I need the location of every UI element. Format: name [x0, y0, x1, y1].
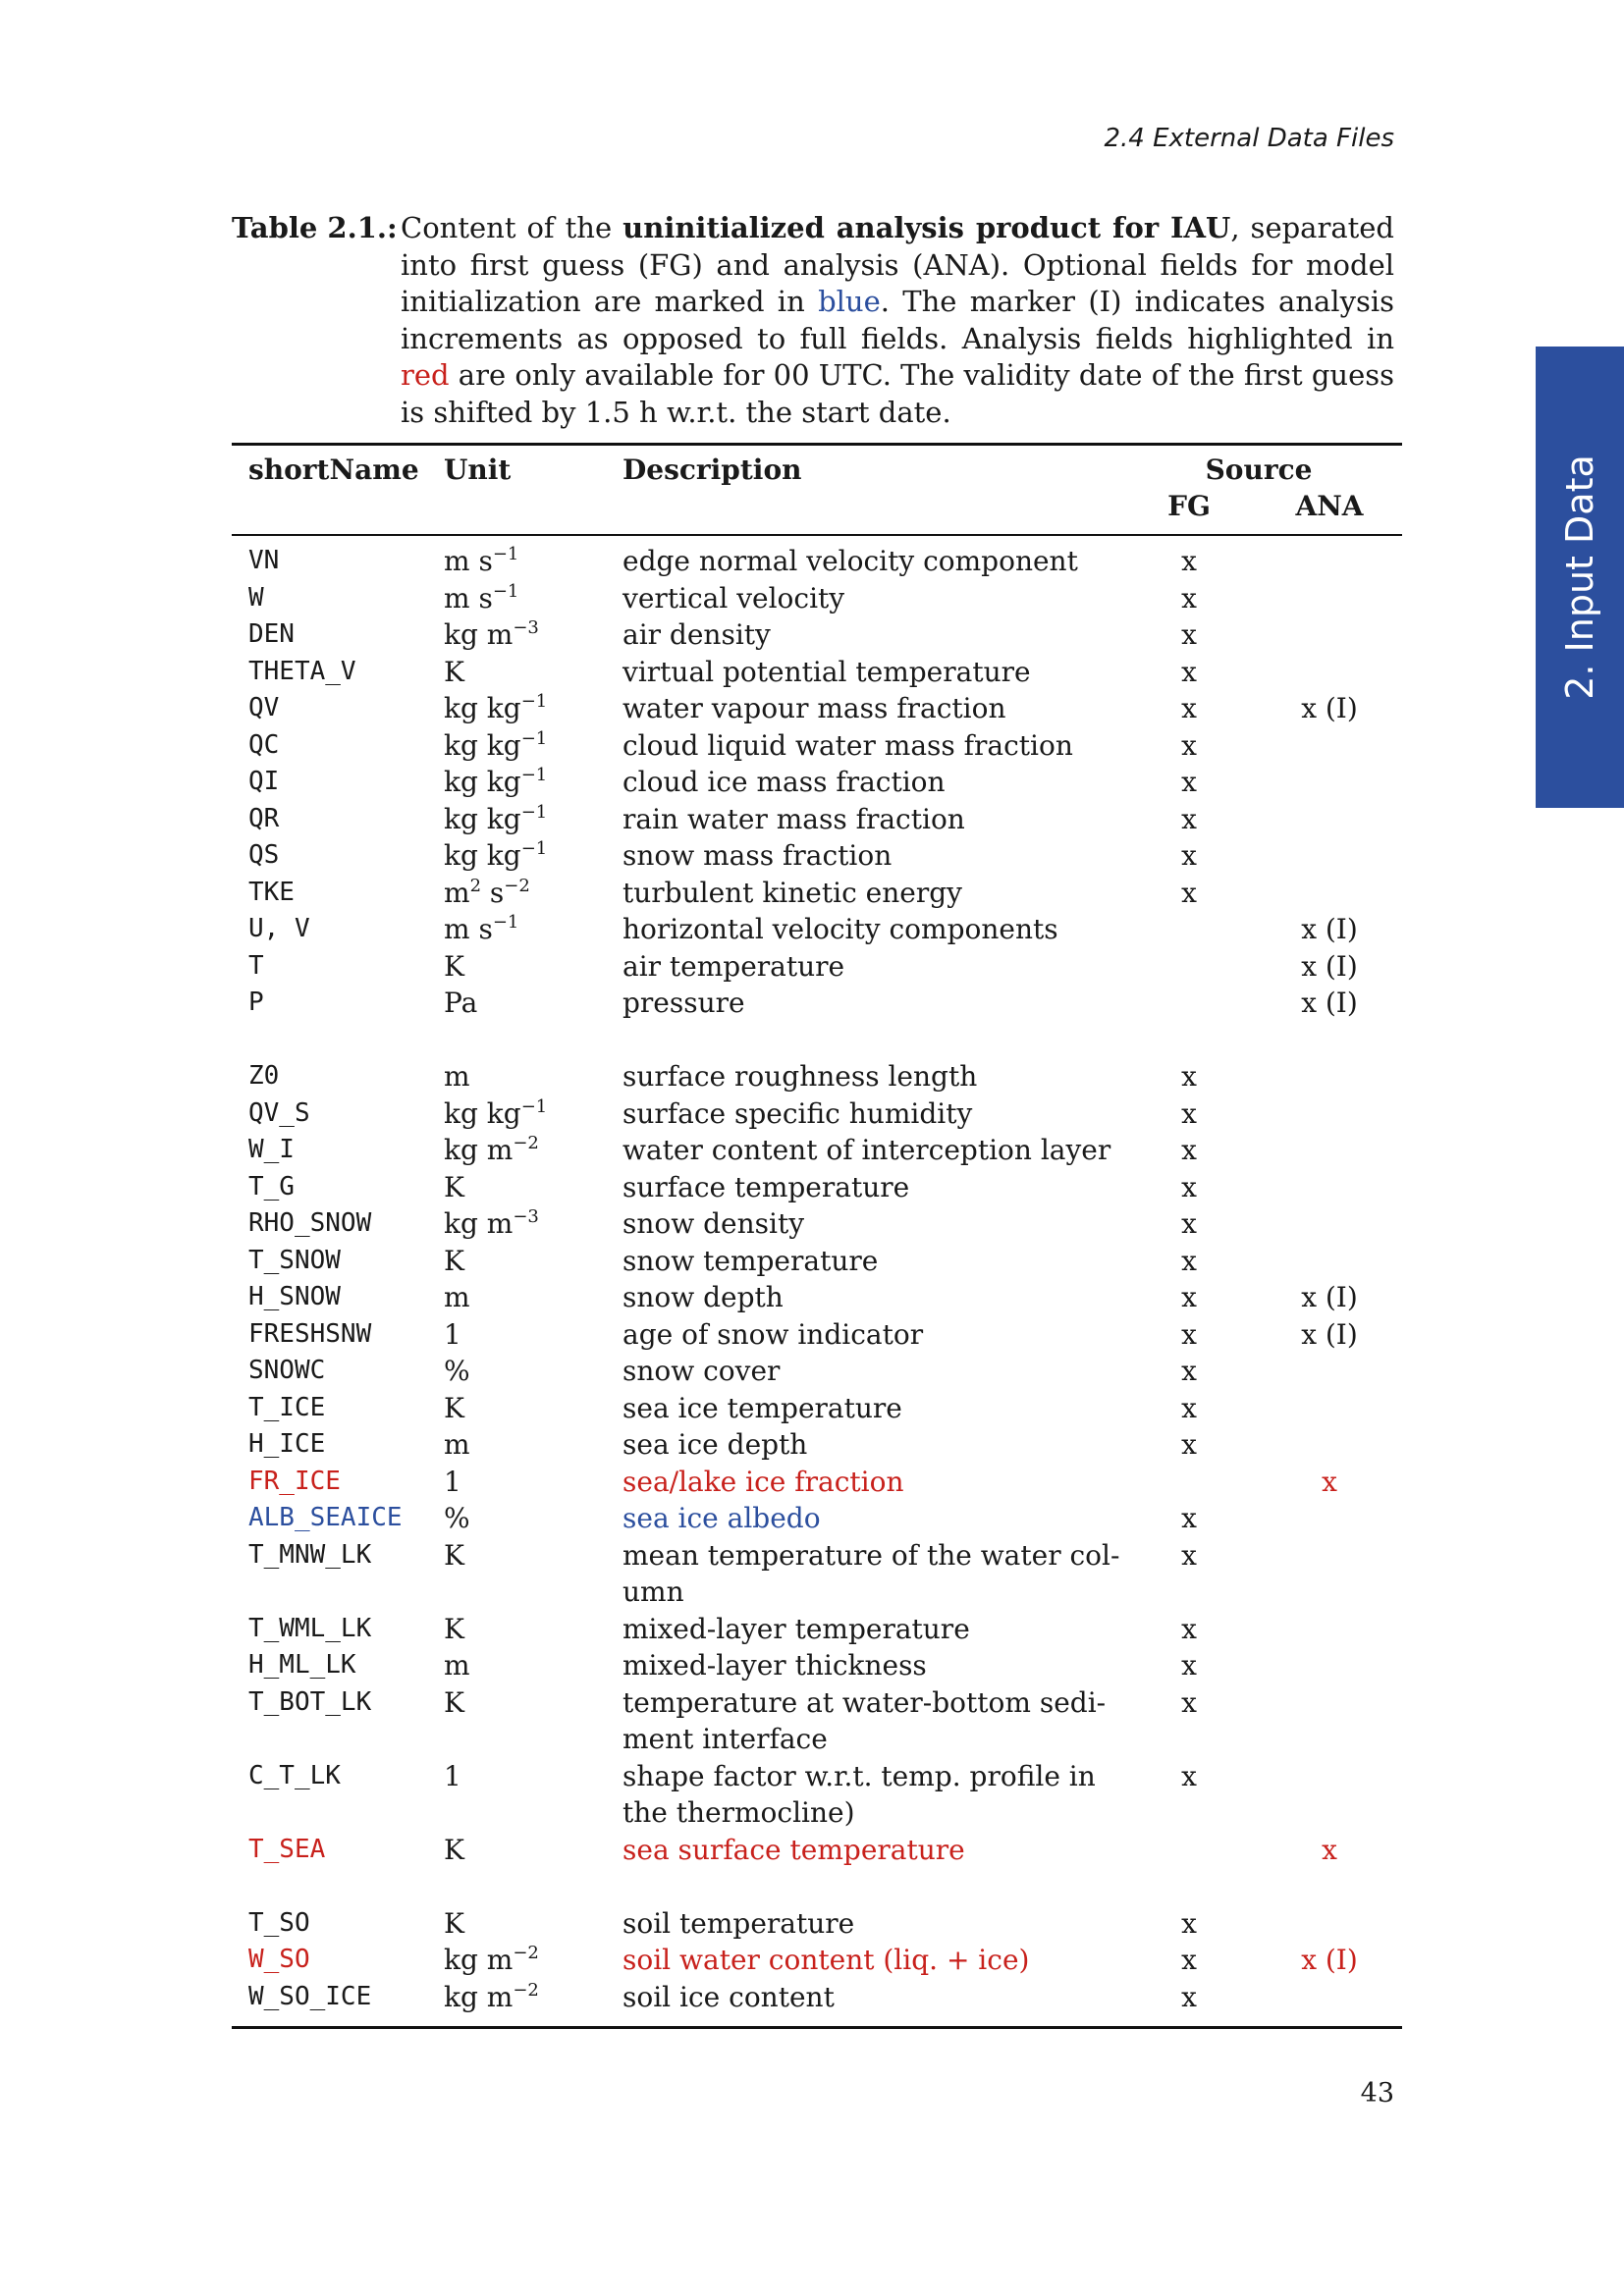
- unit-base: 1: [444, 1317, 461, 1351]
- cell-fg: x: [1181, 728, 1197, 762]
- description-line: pressure: [623, 987, 745, 1019]
- cell-description: [623, 837, 892, 875]
- cell-unit: [444, 543, 518, 580]
- cell-fg: x: [1181, 581, 1197, 614]
- cell-shortname: W: [248, 582, 264, 613]
- description-line: surface specific humidity: [623, 1096, 973, 1130]
- caption-run: blue: [818, 285, 881, 318]
- cell-unit: [444, 580, 518, 617]
- unit-base: %: [444, 1355, 470, 1387]
- unit-base: K: [444, 1906, 464, 1940]
- unit-base: K: [444, 1391, 464, 1424]
- cell-fg: x: [1181, 1355, 1197, 1387]
- cell-description: [623, 1390, 902, 1427]
- cell-description: [623, 985, 745, 1022]
- description-line: soil temperature: [623, 1906, 855, 1940]
- cell-fg: x: [1181, 1060, 1197, 1093]
- cell-description: [623, 1500, 821, 1537]
- col-header-fg: FG: [1167, 490, 1211, 522]
- cell-shortname: QS: [248, 840, 280, 870]
- cell-ana: x (I): [1301, 949, 1358, 983]
- cell-unit: [444, 1942, 539, 1979]
- unit-base: K: [444, 655, 464, 688]
- unit-base: m: [444, 1428, 470, 1461]
- cell-ana: x (I): [1301, 1944, 1358, 1976]
- cell-fg: x: [1181, 839, 1197, 872]
- table-top-rule: [232, 443, 1402, 446]
- unit-base: kg kg: [444, 839, 521, 872]
- unit-base: kg m: [444, 1207, 514, 1240]
- cell-unit: [444, 1905, 464, 1943]
- unit-base: %: [444, 1502, 470, 1534]
- cell-shortname: Z0: [248, 1061, 280, 1091]
- description-line: snow density: [623, 1207, 805, 1240]
- description-line: vertical velocity: [623, 581, 845, 614]
- cell-unit: [444, 1169, 464, 1206]
- unit-exponent: −2: [504, 875, 530, 896]
- description-line: the thermocline): [623, 1796, 855, 1829]
- description-line: umn: [623, 1575, 684, 1608]
- cell-description: [623, 1758, 1096, 1832]
- cell-shortname: T_SEA: [248, 1834, 326, 1864]
- cell-fg: x: [1181, 766, 1197, 798]
- cell-fg: x: [1181, 1906, 1197, 1940]
- cell-unit: [444, 1132, 539, 1169]
- cell-shortname: W_I: [248, 1135, 295, 1164]
- col-header-ana: ANA: [1295, 490, 1364, 522]
- cell-shortname: TKE: [248, 877, 295, 907]
- cell-unit: [444, 1758, 461, 1795]
- cell-description: [623, 1464, 903, 1501]
- cell-shortname: H_ML_LK: [248, 1650, 356, 1680]
- cell-shortname: H_ICE: [248, 1429, 326, 1459]
- unit-exponent: 2: [469, 875, 482, 896]
- description-line: air density: [623, 618, 771, 651]
- unit-base: m: [444, 1281, 470, 1313]
- cell-shortname: QV_S: [248, 1097, 310, 1128]
- cell-fg: x: [1181, 1096, 1197, 1130]
- cell-description: [623, 1169, 909, 1206]
- unit-base: kg kg: [444, 802, 521, 835]
- cell-shortname: C_T_LK: [248, 1760, 341, 1790]
- cell-shortname: T_G: [248, 1171, 295, 1201]
- unit-base: kg m: [444, 1134, 514, 1166]
- cell-description: [623, 1095, 972, 1133]
- description-line: cloud ice mass fraction: [623, 766, 946, 798]
- cell-unit: [444, 1464, 461, 1501]
- description-line: mean temperature of the water col-: [623, 1538, 1120, 1572]
- cell-unit: [444, 690, 547, 727]
- caption-run: , separated into first guess (FG) and analysis (ANA). Optional fields for model initialization are marked in: [401, 211, 1394, 318]
- caption-text: [401, 210, 1394, 431]
- cell-unit: [444, 1832, 464, 1869]
- description-line: mixed-layer thickness: [623, 1649, 927, 1682]
- description-line: shape factor w.r.t. temp. profile in: [623, 1759, 1096, 1792]
- cell-description: [623, 1611, 970, 1648]
- cell-unit: [444, 1205, 539, 1243]
- description-line: snow temperature: [623, 1244, 879, 1277]
- cell-shortname: RHO_SNOW: [248, 1208, 372, 1238]
- unit-exponent: −2: [513, 1943, 539, 1963]
- cell-unit: [444, 1353, 470, 1390]
- chapter-tab-label: 2. Input Data: [1558, 454, 1601, 700]
- cell-shortname: T_ICE: [248, 1392, 326, 1422]
- cell-shortname: U, V: [248, 914, 310, 943]
- col-header-shortname: shortName: [248, 454, 419, 486]
- description-line: sea ice temperature: [623, 1391, 902, 1424]
- description-line: surface temperature: [623, 1170, 910, 1203]
- cell-unit: [444, 911, 518, 948]
- cell-unit: [444, 1243, 464, 1280]
- description-line: rain water mass fraction: [623, 802, 965, 835]
- cell-fg: x: [1181, 1759, 1197, 1792]
- cell-shortname: P: [248, 988, 264, 1017]
- description-line: water content of interception layer: [623, 1134, 1111, 1166]
- description-line: snow mass fraction: [623, 839, 893, 872]
- cell-unit: [444, 1647, 470, 1684]
- description-line: snow cover: [623, 1355, 781, 1387]
- cell-description: [623, 690, 1005, 727]
- cell-description: [623, 1279, 784, 1316]
- cell-shortname: FR_ICE: [248, 1466, 341, 1496]
- unit-exponent: −1: [492, 544, 519, 564]
- cell-shortname: T_WML_LK: [248, 1613, 372, 1643]
- caption-label: Table 2.1.:: [232, 211, 398, 244]
- caption-run: . The marker (I) indicates analysis increments as opposed to full fields. Analysis fields highlighted in: [401, 285, 1394, 355]
- cell-unit: [444, 801, 547, 838]
- unit-base: kg m: [444, 1944, 514, 1976]
- cell-fg: x: [1181, 1281, 1197, 1313]
- cell-ana: x (I): [1301, 913, 1358, 945]
- unit-base: K: [444, 1685, 464, 1719]
- cell-unit: [444, 1316, 461, 1354]
- cell-ana: x (I): [1301, 987, 1358, 1019]
- cell-description: [623, 875, 962, 912]
- unit-base: K: [444, 1170, 464, 1203]
- cell-shortname: DEN: [248, 619, 295, 649]
- cell-description: [623, 543, 1078, 580]
- cell-fg: x: [1181, 1170, 1197, 1203]
- unit-base: m: [444, 1649, 470, 1682]
- cell-description: [623, 801, 965, 838]
- unit-base: kg m: [444, 618, 514, 651]
- cell-description: [623, 1905, 854, 1943]
- cell-fg: x: [1181, 876, 1197, 909]
- description-line: water vapour mass fraction: [623, 692, 1006, 724]
- cell-ana: x: [1322, 1465, 1337, 1498]
- cell-description: [623, 764, 946, 801]
- cell-fg: x: [1181, 1134, 1197, 1166]
- cell-fg: x: [1181, 692, 1197, 724]
- table-header-rule: [232, 534, 1402, 536]
- cell-shortname: ALB_SEAICE: [248, 1503, 403, 1532]
- cell-shortname: W_SO: [248, 1945, 310, 1974]
- cell-fg: x: [1181, 1502, 1197, 1534]
- description-line: sea ice albedo: [623, 1502, 821, 1534]
- cell-unit: [444, 1058, 470, 1095]
- unit-base: s: [481, 876, 505, 909]
- cell-description: [623, 1353, 780, 1390]
- description-line: cloud liquid water mass fraction: [623, 728, 1073, 762]
- page-number: 43: [1360, 2078, 1394, 2109]
- unit-base: kg m: [444, 1980, 514, 2013]
- cell-unit: [444, 875, 530, 912]
- unit-base: 1: [444, 1465, 461, 1498]
- unit-exponent: −1: [492, 580, 519, 602]
- col-header-description: Description: [623, 454, 802, 486]
- cell-unit: [444, 1537, 464, 1575]
- unit-base: m s: [444, 913, 493, 945]
- cell-description: [623, 1243, 878, 1280]
- unit-base: m: [444, 876, 470, 909]
- unit-base: kg kg: [444, 1096, 521, 1130]
- description-line: air temperature: [623, 949, 845, 983]
- cell-description: [623, 1132, 1110, 1169]
- table-bottom-rule: [232, 2026, 1402, 2029]
- cell-unit: [444, 948, 464, 986]
- cell-fg: x: [1181, 1391, 1197, 1424]
- cell-description: [623, 1684, 1106, 1758]
- unit-base: m s: [444, 545, 493, 577]
- description-line: sea ice depth: [623, 1428, 808, 1461]
- cell-description: [623, 1426, 807, 1464]
- cell-unit: [444, 1426, 470, 1464]
- cell-description: [623, 1537, 1119, 1611]
- unit-exponent: −1: [520, 727, 548, 749]
- description-line: edge normal velocity component: [623, 545, 1078, 577]
- cell-shortname: VN: [248, 546, 280, 575]
- cell-shortname: SNOWC: [248, 1356, 326, 1385]
- cell-shortname: QR: [248, 803, 280, 833]
- cell-fg: x: [1181, 545, 1197, 577]
- cell-unit: [444, 1979, 539, 2016]
- unit-base: K: [444, 949, 464, 983]
- description-line: horizontal velocity components: [623, 913, 1058, 945]
- description-line: soil ice content: [623, 1980, 835, 2013]
- cell-fg: x: [1181, 655, 1197, 688]
- description-line: sea/lake ice fraction: [623, 1465, 904, 1498]
- col-header-unit: Unit: [444, 454, 512, 486]
- cell-fg: x: [1181, 1317, 1197, 1351]
- cell-unit: [444, 1095, 547, 1133]
- unit-exponent: −2: [513, 1979, 539, 2001]
- unit-exponent: −3: [513, 1206, 539, 1227]
- cell-unit: [444, 1279, 470, 1316]
- cell-unit: [444, 616, 539, 654]
- unit-base: kg kg: [444, 766, 521, 798]
- running-header: 2.4 External Data Files: [1104, 124, 1394, 153]
- cell-description: [623, 1832, 965, 1869]
- cell-ana: x: [1322, 1833, 1337, 1866]
- cell-description: [623, 948, 844, 986]
- cell-unit: [444, 1684, 464, 1722]
- description-line: virtual potential temperature: [623, 655, 1031, 688]
- cell-unit: [444, 654, 464, 691]
- unit-exponent: −1: [520, 765, 548, 785]
- cell-description: [623, 654, 1031, 691]
- cell-description: [623, 911, 1058, 948]
- description-line: sea surface temperature: [623, 1833, 965, 1866]
- description-line: temperature at water-bottom sedi-: [623, 1685, 1107, 1719]
- cell-fg: x: [1181, 1649, 1197, 1682]
- cell-shortname: H_SNOW: [248, 1282, 341, 1311]
- description-line: soil water content (liq. + ice): [623, 1944, 1030, 1976]
- cell-shortname: FRESHSNW: [248, 1318, 372, 1349]
- cell-description: [623, 727, 1073, 765]
- caption-run: red: [401, 358, 450, 392]
- unit-exponent: −1: [520, 838, 548, 859]
- cell-fg: x: [1181, 1685, 1197, 1719]
- unit-base: m s: [444, 581, 493, 614]
- unit-base: 1: [444, 1759, 461, 1792]
- cell-unit: [444, 1500, 470, 1537]
- cell-fg: x: [1181, 618, 1197, 651]
- cell-unit: [444, 985, 477, 1022]
- cell-ana: x (I): [1301, 692, 1358, 724]
- unit-base: Pa: [444, 987, 478, 1019]
- unit-exponent: −1: [520, 691, 548, 712]
- description-line: snow depth: [623, 1281, 784, 1313]
- cell-fg: x: [1181, 1428, 1197, 1461]
- cell-description: [623, 1647, 927, 1684]
- unit-base: K: [444, 1538, 464, 1572]
- cell-shortname: QV: [248, 693, 280, 722]
- description-line: mixed-layer temperature: [623, 1612, 970, 1645]
- caption-run: Content of the: [401, 211, 623, 244]
- unit-exponent: −1: [520, 801, 548, 823]
- cell-shortname: THETA_V: [248, 656, 356, 686]
- col-header-source: Source: [1205, 454, 1313, 486]
- cell-unit: [444, 837, 547, 875]
- cell-shortname: QC: [248, 729, 280, 760]
- cell-fg: x: [1181, 1538, 1197, 1572]
- description-line: age of snow indicator: [623, 1317, 924, 1351]
- cell-description: [623, 1058, 977, 1095]
- cell-fg: x: [1181, 1612, 1197, 1645]
- cell-shortname: T_SNOW: [248, 1245, 341, 1275]
- cell-description: [623, 1942, 1029, 1979]
- cell-description: [623, 1979, 835, 2016]
- cell-unit: [444, 764, 547, 801]
- unit-exponent: −1: [520, 1095, 548, 1117]
- cell-description: [623, 580, 844, 617]
- cell-fg: x: [1181, 1980, 1197, 2013]
- caption-run: uninitialized analysis product for IAU: [623, 211, 1231, 244]
- unit-base: kg kg: [444, 728, 521, 762]
- cell-unit: [444, 727, 547, 765]
- cell-shortname: QI: [248, 767, 280, 796]
- cell-fg: x: [1181, 1244, 1197, 1277]
- cell-shortname: W_SO_ICE: [248, 1981, 372, 2011]
- chapter-tab: [1536, 347, 1624, 808]
- cell-shortname: T_BOT_LK: [248, 1686, 372, 1717]
- unit-base: K: [444, 1833, 464, 1866]
- cell-fg: x: [1181, 1207, 1197, 1240]
- unit-base: m: [444, 1060, 470, 1093]
- unit-exponent: −1: [492, 912, 519, 933]
- cell-shortname: T_SO: [248, 1907, 310, 1938]
- caption-run: are only available for 00 UTC. The validity date of the first guess is shifted by 1.5 h w.r.t. the start date.: [401, 358, 1395, 429]
- cell-shortname: T: [248, 950, 264, 981]
- description-line: surface roughness length: [623, 1060, 978, 1093]
- cell-unit: [444, 1611, 464, 1648]
- cell-description: [623, 1316, 923, 1354]
- cell-ana: x (I): [1301, 1281, 1358, 1313]
- cell-fg: x: [1181, 1944, 1197, 1976]
- cell-unit: [444, 1390, 464, 1427]
- cell-ana: x (I): [1301, 1317, 1358, 1351]
- cell-fg: x: [1181, 802, 1197, 835]
- unit-exponent: −3: [513, 617, 539, 638]
- cell-description: [623, 1205, 804, 1243]
- unit-base: K: [444, 1612, 464, 1645]
- cell-description: [623, 616, 771, 654]
- unit-base: kg kg: [444, 692, 521, 724]
- unit-exponent: −2: [513, 1133, 539, 1153]
- unit-base: K: [444, 1244, 464, 1277]
- description-line: ment interface: [623, 1723, 828, 1755]
- description-line: turbulent kinetic energy: [623, 876, 962, 909]
- cell-shortname: T_MNW_LK: [248, 1539, 372, 1570]
